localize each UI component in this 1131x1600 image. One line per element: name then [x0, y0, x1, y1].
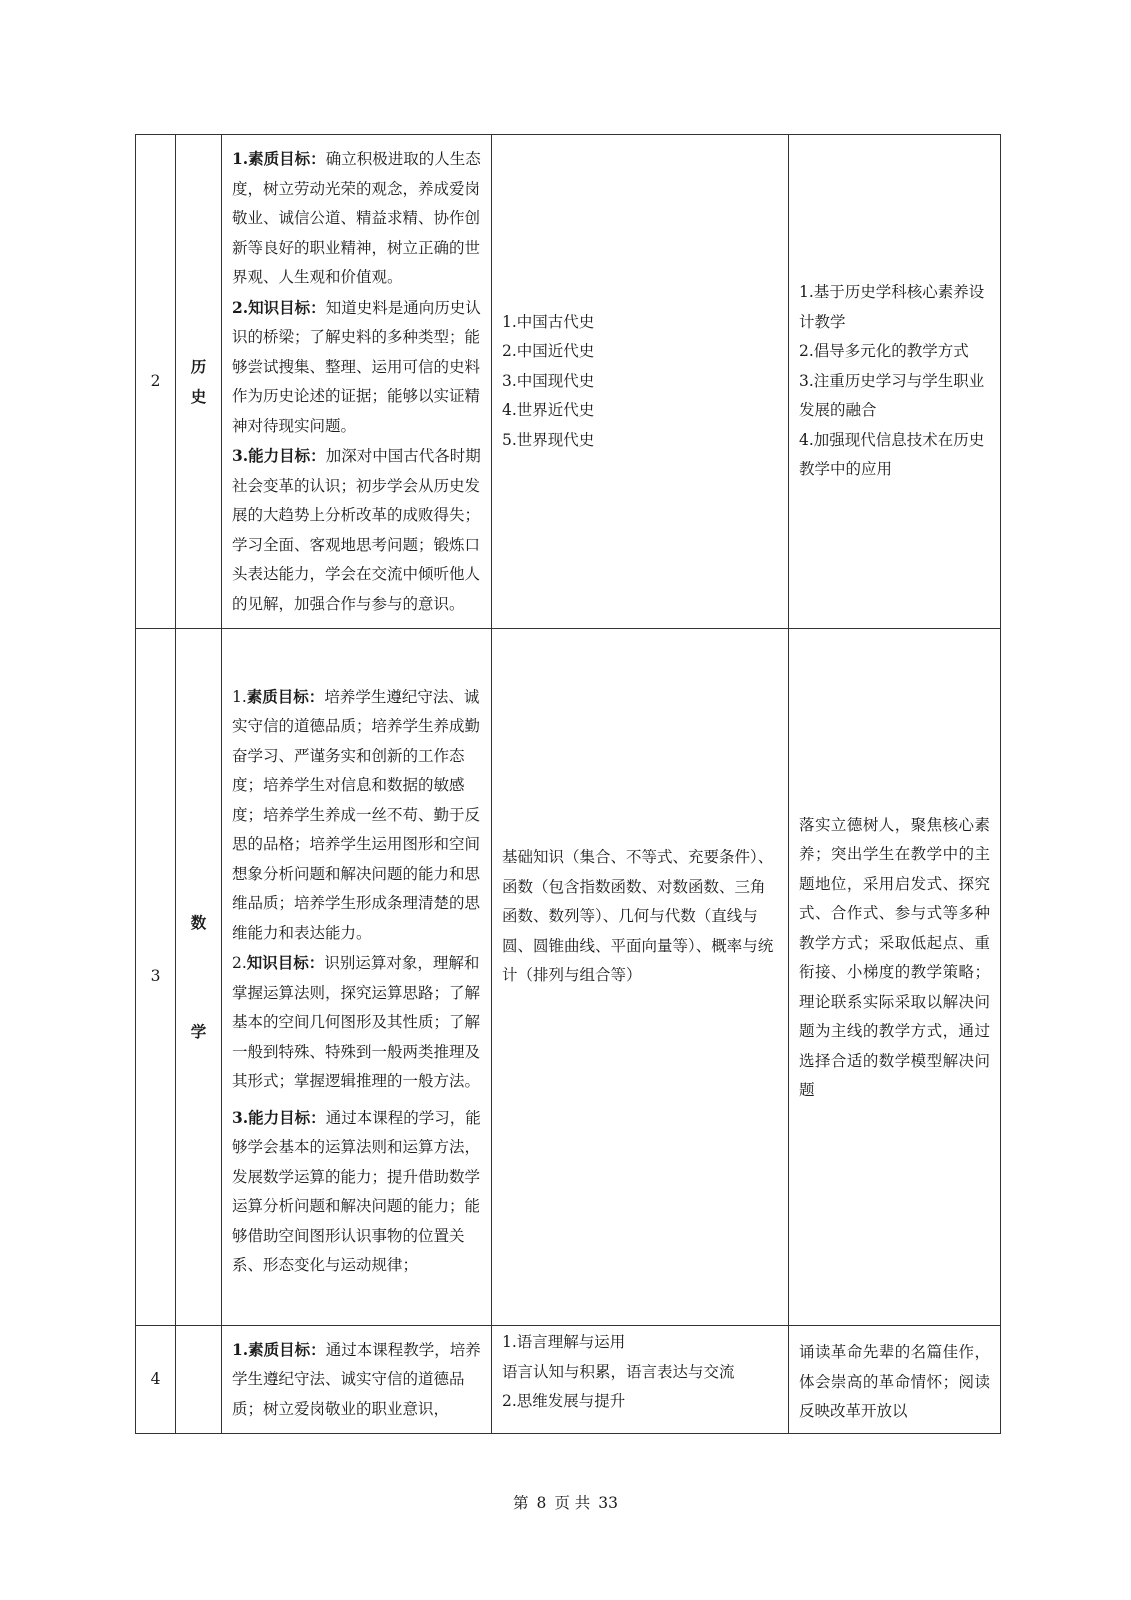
goal-paragraph: 1.素质目标：培养学生遵纪守法、诚实守信的道德品质；培养学生养成勤奋学习、严谨务实和创新的工作态度；培养学生对信息和数据的敏感度；培养学生养成一丝不苟、勤于反思的品格；培养学生运用图形和空间想象分析问题和解决问题的能力和思维品质；培养学生形成条理清楚的思维能力和表达能力。 [232, 686, 481, 942]
content-item: 1.中国古代史 [502, 312, 595, 331]
course-goals [222, 135, 492, 629]
course-name-char: 学 [190, 1022, 207, 1041]
teaching-methods [789, 629, 1001, 1326]
page-number: 8 [536, 1494, 547, 1512]
method-item: 落实立德树人，聚焦核心素养；突出学生在教学中的主题地位，采用启发式、探究式、合作式、参与式等多种教学方式；采取低起点、重衔接、小梯度的教学策略；理论联系实际采取以解决问题为主线的教学方式，通过选择合适的数学模型解决问题 [799, 815, 990, 1099]
teaching-methods [789, 1326, 1001, 1434]
course-name-char: 史 [190, 386, 207, 406]
course-goals [222, 629, 492, 1326]
course-name-char: 历 [190, 357, 207, 376]
method-item: 3.注重历史学习与学生职业发展的融合 [799, 371, 985, 420]
goal-paragraph: 3.能力目标：加深对中国古代各时期社会变革的认识；初步学会从历史发展的大趋势上分析改革的成败得失；学习全面、客观地思考问题；锻炼口头表达能力，学会在交流中倾听他人的见解，加强合作与参与的意识。 [232, 446, 481, 613]
goal-paragraph: 1.素质目标：通过本课程教学，培养学生遵纪守法、诚实守信的道德品质；树立爱岗敬业的职业意识， [232, 1339, 481, 1418]
content-item: 基础知识（集合、不等式、充要条件）、函数（包含指数函数、对数函数、三角函数、数列等）、几何与代数（直线与圆、圆锥曲线、平面向量等）、概率与统计（排列与组合等） [502, 848, 774, 985]
table-row [136, 135, 1001, 629]
course-content [492, 1326, 789, 1434]
goal-paragraph: 1.素质目标：确立积极进取的人生态度，树立劳动光荣的观念，养成爱岗敬业、诚信公道、精益求精、协作创新等良好的职业精神，树立正确的世界观、人生观和价值观。 [232, 149, 481, 286]
course-goals [222, 1326, 492, 1434]
row-number: 3 [136, 629, 176, 1326]
course-name [176, 1326, 222, 1434]
content-item: 2.中国近代史 [502, 342, 595, 361]
table-row [136, 629, 1001, 1326]
page-footer: 第 8 页 共 33 [512, 1494, 619, 1512]
content-item: 3.中国现代史 [502, 371, 595, 390]
row-number: 2 [136, 135, 176, 629]
course-name [176, 135, 222, 629]
course-content [492, 135, 789, 629]
method-item: 4.加强现代信息技术在历史教学中的应用 [799, 430, 985, 479]
method-item: 诵读革命先辈的名篇佳作，体会崇高的革命情怀；阅读反映改革开放以 [799, 1343, 990, 1420]
method-item: 2.倡导多元化的教学方式 [799, 342, 969, 361]
content-item: 语言认知与积累，语言表达与交流 [502, 1362, 735, 1381]
goal-paragraph: 3.能力目标：通过本课程的学习，能够学会基本的运算法则和运算方法，发展数学运算的能力；提升借助数学运算分析问题和解决问题的能力；能够借助空间图形认识事物的位置关系、形态变化与运动规律； [232, 1107, 481, 1274]
table-row [136, 1326, 1001, 1434]
goal-paragraph: 2.知识目标：知道史料是通向历史认识的桥梁；了解史料的多种类型；能够尝试搜集、整理、运用可信的史料作为历史论述的证据；能够以实证精神对待现实问题。 [232, 297, 481, 435]
content-item: 1.语言理解与运用 [502, 1333, 626, 1351]
content-item: 5.世界现代史 [502, 430, 595, 449]
curriculum-table [135, 134, 1001, 1434]
course-name [176, 629, 222, 1326]
course-name-char: 数 [190, 912, 207, 932]
method-item: 1.基于历史学科核心素养设计教学 [799, 283, 985, 331]
content-item: 2.思维发展与提升 [502, 1392, 626, 1410]
page-total: 33 [598, 1494, 619, 1512]
content-item: 4.世界近代史 [502, 401, 595, 420]
teaching-methods [789, 135, 1001, 629]
row-number: 4 [136, 1326, 176, 1434]
course-content [492, 629, 789, 1326]
goal-paragraph: 2.知识目标：识别运算对象，理解和掌握运算法则，探究运算思路；了解基本的空间几何图形及其性质；了解一般到特殊、特殊到一般两类推理及其形式；掌握逻辑推理的一般方法。 [232, 953, 481, 1090]
